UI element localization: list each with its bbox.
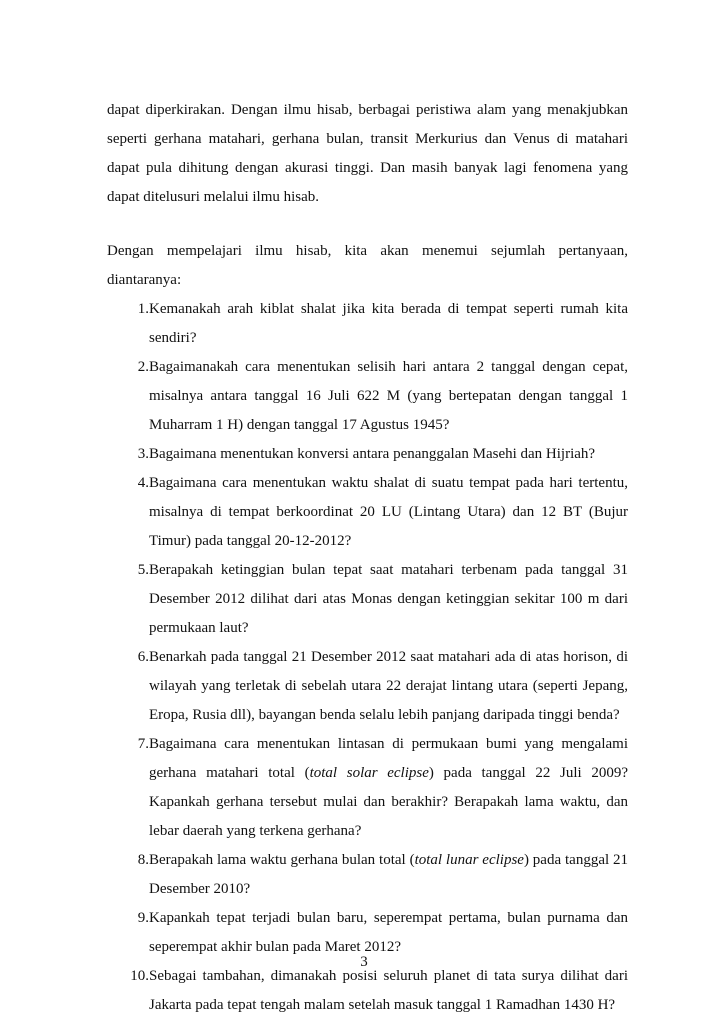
document-page: [107, 96, 628, 1020]
list-item-number: [107, 846, 149, 904]
list-item-number-text: 1.: [137, 301, 149, 317]
list-item: [107, 353, 628, 440]
list-item-number: [107, 469, 149, 556]
list-item-text-after: ) pada tanggal 22 Juli 2009? Kapankah gerhana tersebut mulai dan berakhir? Berapakah lama waktu, dan lebar daerah yang terkena gerhana?: [149, 765, 628, 839]
list-item-number: [107, 556, 149, 643]
list-item: [107, 730, 628, 846]
list-item-number-text: 4.: [137, 475, 149, 491]
list-item-text: Sebagai tambahan, dimanakah posisi seluruh planet di tata surya dilihat dari Jakarta pada tepat tengah malam setelah masuk tanggal 1 Ramadhan 1430 H?: [149, 968, 628, 1013]
list-item-number-text: 10.: [130, 968, 149, 984]
lead-paragraph: Dengan mempelajari ilmu hisab, kita akan menemui sejumlah pertanyaan, diantaranya:: [107, 243, 628, 288]
list-item-text: Kemanakah arah kiblat shalat jika kita berada di tempat seperti rumah kita sendiri?: [149, 301, 628, 346]
page-number: 3: [360, 954, 368, 970]
paragraph-spacer: [107, 212, 628, 237]
list-item-number-text: 9.: [137, 910, 149, 926]
list-item-text: Berapakah ketinggian bulan tepat saat matahari terbenam pada tanggal 31 Desember 2012 dilihat dari atas Monas dengan ketinggian sekitar 100 m dari permukaan laut?: [149, 562, 628, 636]
list-item-text-before: Berapakah lama waktu gerhana bulan total (: [149, 852, 415, 868]
list-item-number-text: 6.: [137, 649, 149, 665]
intro-paragraph: dapat diperkirakan. Dengan ilmu hisab, berbagai peristiwa alam yang menakjubkan seperti gerhana matahari, gerhana bulan, transit Merkurius dan Venus di matahari dapat pula dihitung dengan akurasi tinggi. Dan masih banyak lagi fenomena yang dapat ditelusuri melalui ilmu hisab.: [107, 102, 628, 205]
list-item-text: [149, 730, 628, 846]
list-item-number-text: 3.: [137, 446, 149, 462]
list-item-italic-term: total solar eclipse: [309, 765, 429, 781]
list-item: [107, 556, 628, 643]
question-list: [107, 295, 628, 1020]
list-item-text: Kapankah tepat terjadi bulan baru, seperempat pertama, bulan purnama dan seperempat akhir bulan pada Maret 2012?: [149, 910, 628, 955]
list-item-number-text: 8.: [137, 852, 149, 868]
list-item: [107, 295, 628, 353]
list-item: [107, 846, 628, 904]
list-item-italic-term: total lunar eclipse: [414, 852, 524, 868]
list-item-text: Bagaimana menentukan konversi antara penanggalan Masehi dan Hijriah?: [149, 446, 596, 462]
list-item-number: [107, 353, 149, 440]
list-item-text: [149, 846, 628, 904]
list-item-text: Bagaimanakah cara menentukan selisih hari antara 2 tanggal dengan cepat, misalnya antara tanggal 16 Juli 622 M (yang bertepatan dengan tanggal 1 Muharram 1 H) dengan tanggal 17 Agustus 1945?: [149, 359, 628, 433]
list-item-text: Bagaimana cara menentukan waktu shalat di suatu tempat pada hari tertentu, misalnya di tempat berkoordinat 20 LU (Lintang Utara) dan 12 BT (Bujur Timur) pada tanggal 20-12-2012?: [149, 475, 628, 549]
list-item-number-text: 5.: [137, 562, 149, 578]
list-item-text: Benarkah pada tanggal 21 Desember 2012 saat matahari ada di atas horison, di wilayah yang terletak di sebelah utara 22 derajat lintang utara (seperti Jepang, Eropa, Rusia dll), bayangan benda selalu lebih panjang daripada tinggi benda?: [149, 649, 628, 723]
list-item-number: [107, 295, 149, 353]
list-item-number: [107, 440, 149, 469]
list-item: [107, 440, 628, 469]
list-item-text-after: ) pada tanggal 21 Desember 2010?: [149, 852, 629, 897]
list-item: [107, 469, 628, 556]
list-item-number-text: 2.: [137, 359, 149, 375]
list-item-number: [107, 730, 149, 846]
list-item-number: [107, 643, 149, 730]
list-item: [107, 643, 628, 730]
list-item-number-text: 7.: [137, 736, 149, 752]
list-item-text-before: Bagaimana cara menentukan lintasan di permukaan bumi yang mengalami gerhana matahari total (: [149, 736, 628, 781]
